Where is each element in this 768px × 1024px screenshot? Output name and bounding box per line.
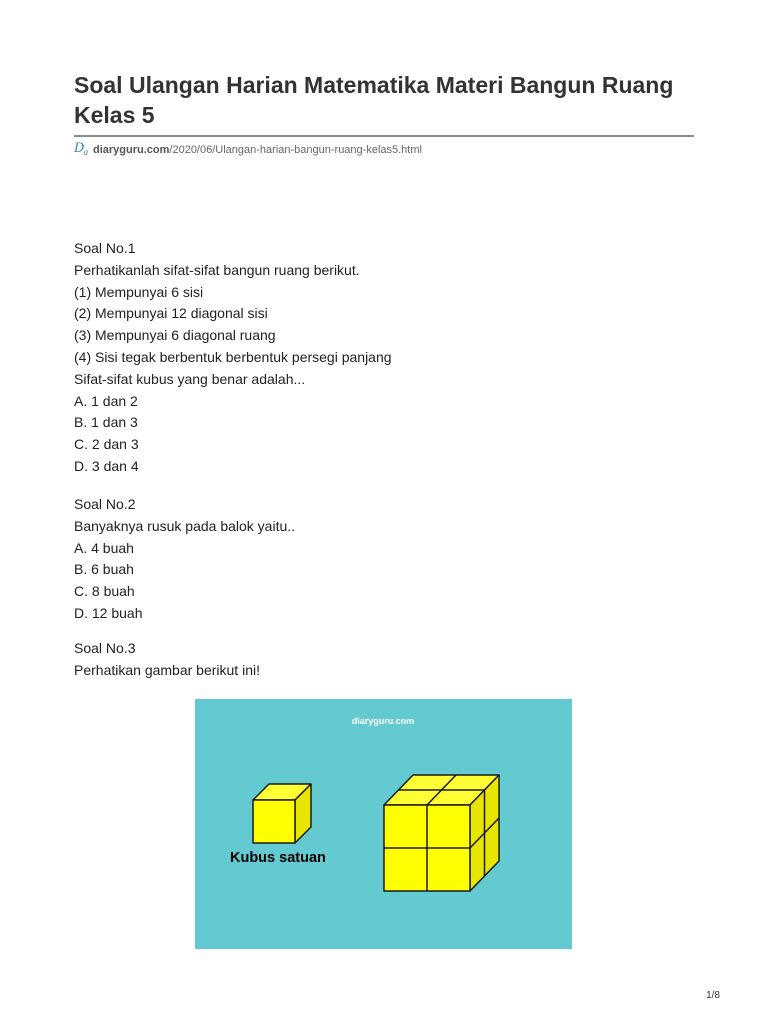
answer-option: A. 1 dan 2	[74, 392, 138, 409]
question-2	[74, 494, 295, 625]
answer-option: B. 1 dan 3	[74, 414, 138, 431]
page-title: Soal Ulangan Harian Matematika Materi Bangun Ruang Kelas 5	[74, 72, 674, 128]
title-divider	[74, 135, 694, 137]
question-3	[74, 638, 260, 682]
question-line: Perhatikanlah sifat-sifat bangun ruang berikut.	[74, 261, 360, 278]
unit-cube	[253, 784, 311, 843]
svg-text:D: D	[74, 141, 85, 155]
diaryguru-logo-icon	[74, 141, 90, 160]
answer-option: A. 4 buah	[74, 539, 134, 556]
source-path: /2020/06/Ulangan-harian-bangun-ruang-kelas5.html	[169, 144, 422, 156]
question-line: (1) Mempunyai 6 sisi	[74, 283, 204, 300]
question-heading: Soal No.2	[74, 496, 136, 512]
answer-option: C. 2 dan 3	[74, 436, 139, 453]
unit-cube-label: Kubus satuan	[230, 850, 326, 866]
question-line: Sifat-sifat kubus yang benar adalah...	[74, 370, 306, 387]
source-line	[74, 141, 422, 157]
source-link[interactable]	[93, 144, 422, 156]
question-line: (2) Mempunyai 12 diagonal sisi	[74, 305, 268, 322]
question-line: Banyaknya rusuk pada balok yaitu..	[74, 517, 296, 534]
question-line: Perhatikan gambar berikut ini!	[74, 661, 260, 678]
question-1	[74, 238, 392, 478]
question-line: (4) Sisi tegak berbentuk berbentuk persegi panjang	[74, 348, 392, 365]
question-heading: Soal No.3	[74, 640, 136, 656]
answer-option: D. 3 dan 4	[74, 457, 139, 474]
page-number: 1/8	[706, 990, 720, 1001]
cube-figure	[195, 699, 572, 949]
question-line: (3) Mempunyai 6 diagonal ruang	[74, 327, 276, 344]
svg-text:g: g	[83, 148, 89, 155]
question-heading: Soal No.1	[74, 240, 136, 256]
answer-option: B. 6 buah	[74, 561, 134, 578]
source-domain: diaryguru.com	[93, 144, 170, 156]
answer-option: D. 12 buah	[74, 604, 143, 621]
big-cube	[384, 775, 499, 891]
figure-watermark: diaryguru.com	[351, 716, 415, 726]
answer-option: C. 8 buah	[74, 583, 135, 600]
